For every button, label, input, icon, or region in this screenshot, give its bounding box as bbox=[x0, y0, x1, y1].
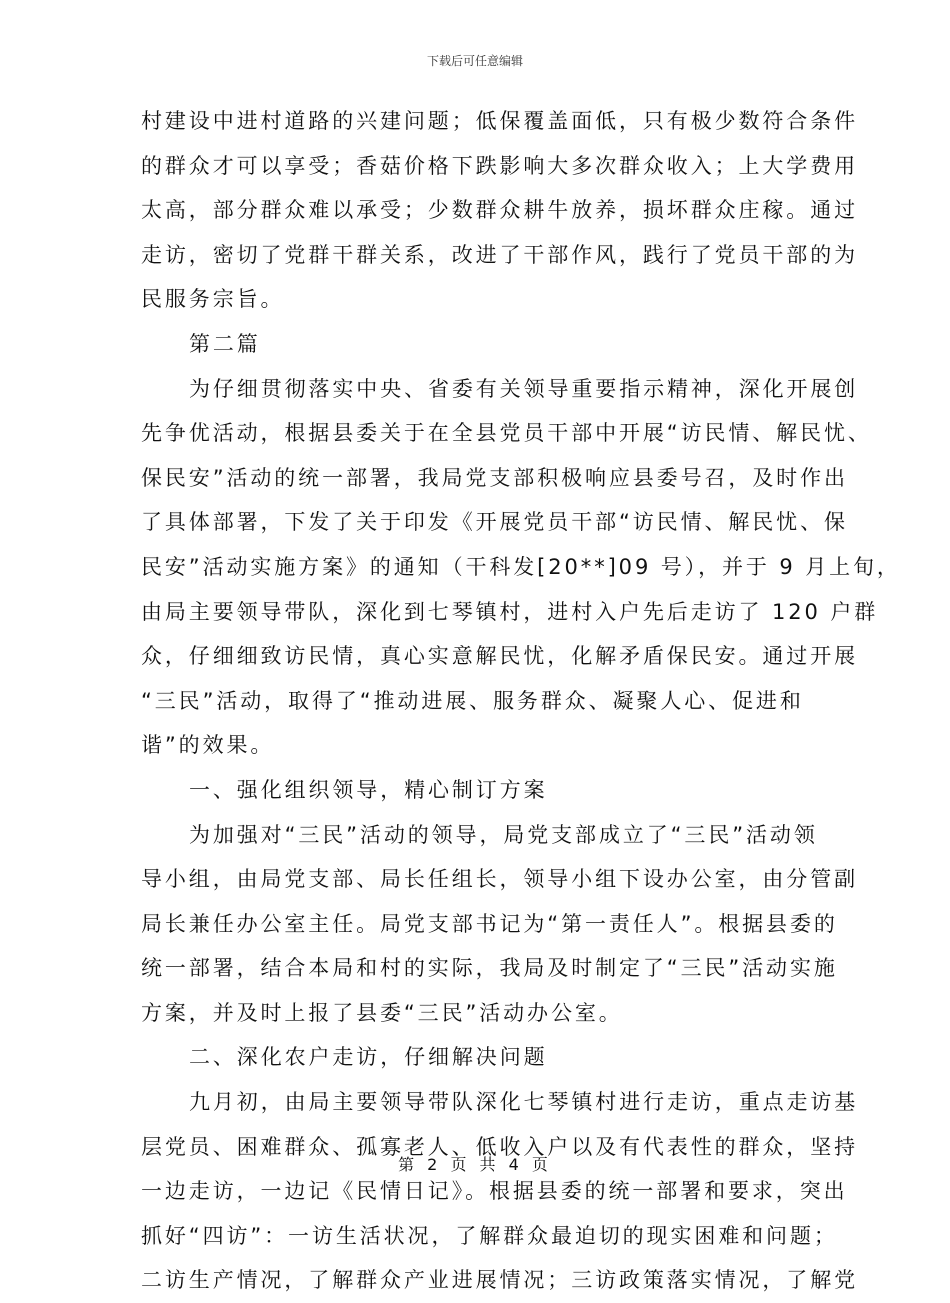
text-line: 众，仔细细致访民情，真心实意解民忧，化解矛盾保民安。通过开展 bbox=[141, 644, 858, 669]
text-line: 太高，部分群众难以承受；少数群众耕牛放养，损坏群众庄稼。通过 bbox=[141, 198, 858, 223]
text-line: 一边走访，一边记《民情日记》。根据县委的统一部署和要求，突出 bbox=[141, 1179, 848, 1204]
text-line: 局长兼任办公室主任。局党支部书记为“第一责任人”。根据县委的 bbox=[141, 911, 838, 936]
text-line: 一、强化组织领导，精心制订方案 bbox=[189, 777, 548, 802]
text-line: 层党员、困难群众、孤寡老人、低收入户以及有代表性的群众，坚持 bbox=[141, 1134, 858, 1159]
text-line: 为加强对“三民”活动的领导，局党支部成立了“三民”活动领 bbox=[189, 822, 818, 847]
text-line: “三民”活动，取得了“推动进展、服务群众、凝聚人心、促进和 bbox=[141, 688, 804, 713]
text-line: 导小组，由局党支部、局长任组长，领导小组下设办公室，由分管副 bbox=[141, 867, 858, 892]
text-line: 由局主要领导带队，深化到七琴镇村，进村入户先后走访了 120 户群 bbox=[141, 599, 879, 624]
text-line: 方案，并及时上报了县委“三民”活动办公室。 bbox=[141, 1000, 623, 1025]
text-line: 民服务宗旨。 bbox=[141, 287, 285, 312]
text-line: 谐”的效果。 bbox=[141, 733, 275, 758]
text-line: 先争优活动，根据县委关于在全县党员干部中开展“访民情、解民忧、 bbox=[141, 421, 872, 446]
page-header: 下载后可任意编辑 bbox=[426, 54, 523, 68]
text-line: 二、深化农户走访，仔细解决问题 bbox=[189, 1045, 548, 1070]
text-line: 村建设中进村道路的兴建问题；低保覆盖面低，只有极少数符合条件 bbox=[141, 109, 858, 133]
text-line: 二访生产情况，了解群众产业进展情况；三访政策落实情况，了解党 bbox=[141, 1268, 858, 1293]
text-line: 统一部署，结合本局和村的实际，我局及时制定了“三民”活动实施 bbox=[141, 956, 838, 981]
text-line: 的群众才可以享受；香菇价格下跌影响大多次群众收入；上大学费用 bbox=[141, 153, 858, 178]
text-line: 了具体部署，下发了关于印发《开展党员干部“访民情、解民忧、保 bbox=[141, 510, 848, 535]
text-line: 为仔细贯彻落实中央、省委有关领导重要指示精神，深化开展创 bbox=[189, 376, 859, 401]
text-line: 九月初，由局主要领导带队深化七琴镇村进行走访，重点走访基 bbox=[189, 1090, 859, 1115]
text-line: 民安”活动实施方案》的通知（干科发[20**]09 号），并于 9 月上旬， bbox=[141, 554, 901, 579]
text-line: 抓好“四访”：一访生活状况，了解群众最迫切的现实困难和问题； bbox=[141, 1223, 838, 1248]
text-line: 走访，密切了党群干群关系，改进了干部作风，践行了党员干部的为 bbox=[141, 242, 858, 267]
text-line: 保民安”活动的统一部署，我局党支部积极响应县委号召，及时作出 bbox=[141, 465, 848, 490]
document-body bbox=[141, 99, 901, 1303]
text-line: 第二篇 bbox=[189, 331, 261, 356]
page-footer: 第 2 页 共 4 页 bbox=[398, 1155, 552, 1174]
